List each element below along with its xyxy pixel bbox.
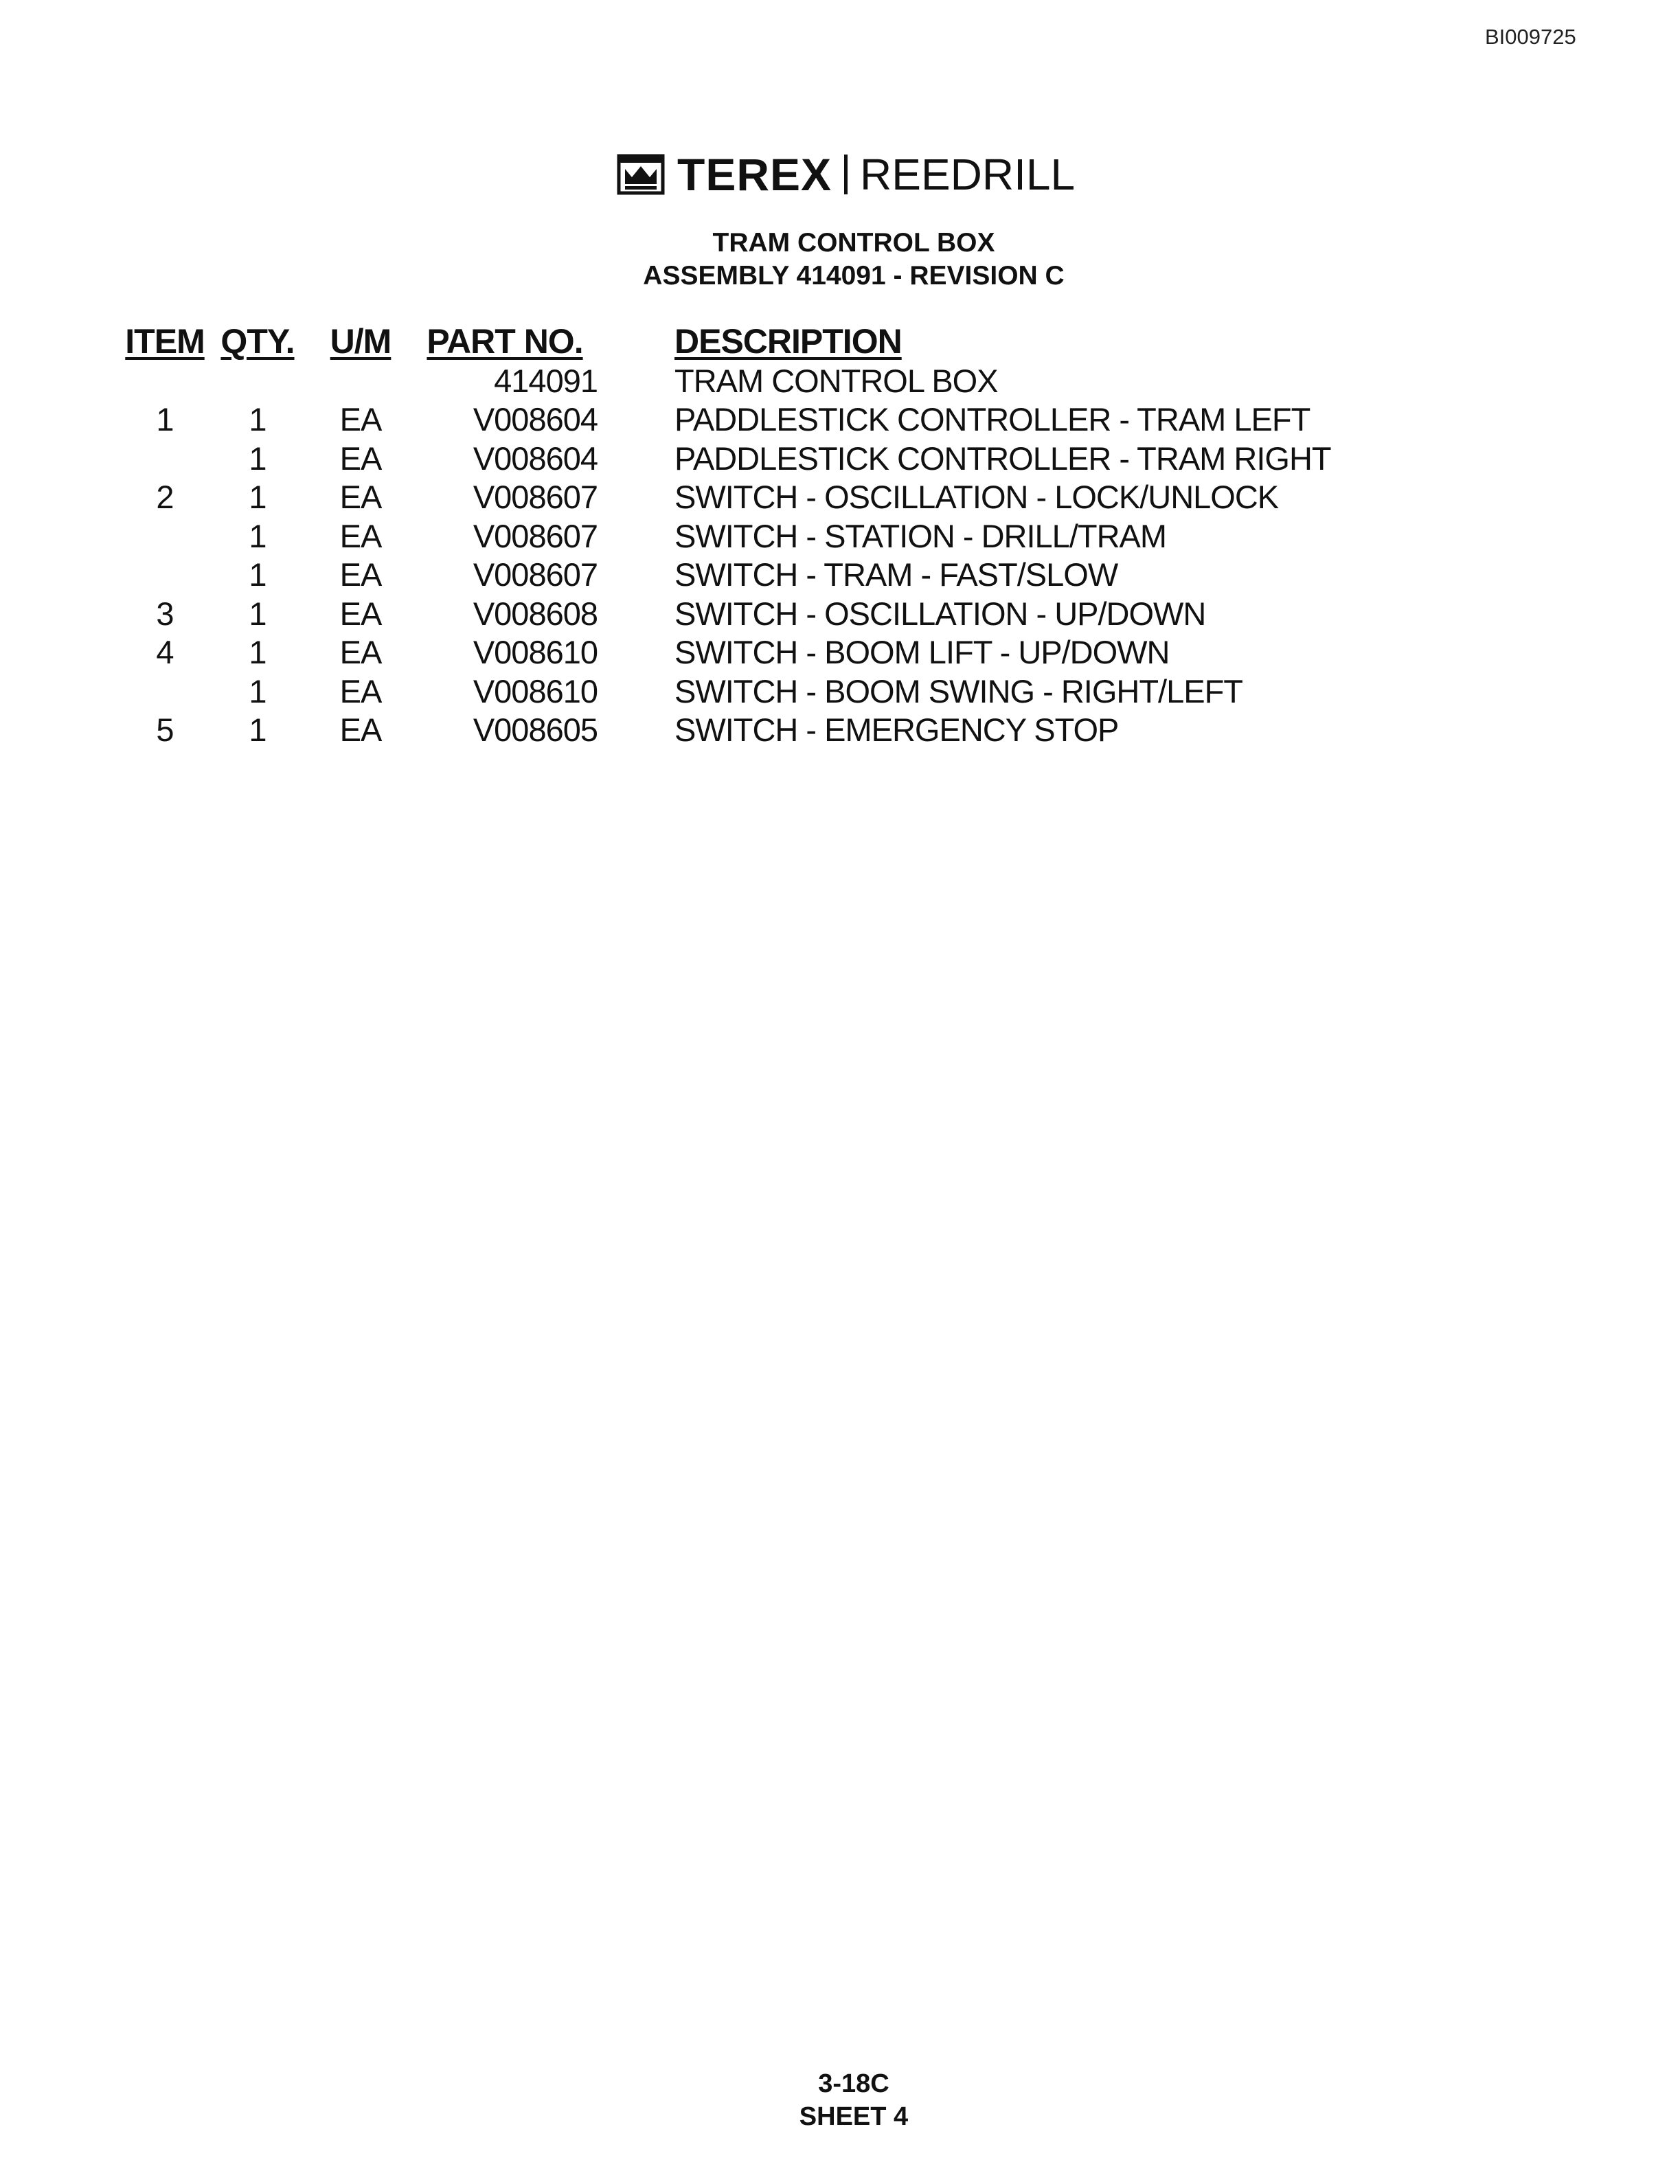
table-row (124, 516, 1331, 556)
cell-item: 2 (156, 479, 174, 516)
table-row (124, 594, 1331, 633)
cell-part-no: 414091 (494, 362, 598, 399)
table-header-row (124, 316, 1331, 361)
cell-um: EA (339, 401, 382, 438)
cell-item: 5 (156, 712, 174, 749)
cell-qty: 1 (249, 517, 266, 554)
cell-part-no: V008607 (473, 517, 598, 554)
cell-um: EA (339, 634, 382, 671)
cell-item (124, 516, 206, 556)
header-gap (598, 316, 674, 361)
cell-item (124, 556, 206, 595)
cell-description: SWITCH - BOOM LIFT - UP/DOWN (674, 634, 1170, 671)
cell-description: PADDLESTICK CONTROLLER - TRAM LEFT (674, 401, 1310, 438)
logo-brand-text: TEREX (677, 149, 832, 200)
cell-qty: 1 (249, 712, 266, 749)
title-line-1: TRAM CONTROL BOX (712, 228, 995, 258)
cell-um: EA (339, 556, 382, 593)
logo-divider (844, 155, 848, 194)
page-number: 3-18C (818, 2069, 889, 2098)
cell-description: SWITCH - BOOM SWING - RIGHT/LEFT (674, 672, 1243, 709)
cell-qty: 1 (249, 556, 266, 593)
cell-part-no: V008604 (473, 440, 598, 477)
header-qty: QTY. (220, 322, 295, 361)
table-row (124, 633, 1331, 672)
cell-um: EA (339, 672, 382, 709)
cell-qty: 1 (249, 440, 266, 477)
cell-description: SWITCH - OSCILLATION - LOCK/UNLOCK (674, 479, 1279, 516)
cell-item (124, 672, 206, 711)
header-item: ITEM (125, 322, 205, 361)
cell-qty: 1 (249, 479, 266, 516)
cell-description: SWITCH - TRAM - FAST/SLOW (674, 556, 1118, 593)
terex-crown-emblem-icon (617, 154, 665, 195)
table-row (124, 711, 1331, 750)
sheet-number: SHEET 4 (799, 2102, 909, 2131)
cell-part-no: V008604 (473, 401, 598, 438)
cell-item: 4 (156, 634, 174, 671)
cell-item: 1 (156, 401, 174, 438)
cell-part-no: V008610 (473, 672, 598, 709)
cell-um: EA (339, 712, 382, 749)
cell-description: SWITCH - EMERGENCY STOP (674, 712, 1119, 749)
cell-part-no: V008608 (473, 595, 598, 632)
cell-um: EA (339, 517, 382, 554)
table-row (124, 439, 1331, 478)
parts-list-table (124, 316, 1331, 749)
cell-qty: 1 (249, 672, 266, 709)
cell-item (124, 361, 206, 400)
cell-part-no: V008607 (473, 556, 598, 593)
header-part-no: PART NO. (427, 322, 583, 361)
cell-qty: 1 (249, 634, 266, 671)
cell-qty (206, 361, 309, 400)
page-footer (0, 2067, 1680, 2133)
table-row (124, 672, 1331, 711)
title-line-2: ASSEMBLY 414091 - REVISION C (643, 261, 1065, 291)
cell-qty: 1 (249, 595, 266, 632)
cell-description: SWITCH - STATION - DRILL/TRAM (674, 517, 1167, 554)
cell-description: SWITCH - OSCILLATION - UP/DOWN (674, 595, 1206, 632)
table-row (124, 400, 1331, 440)
document-id: BI009725 (1485, 25, 1576, 49)
header-um: U/M (330, 322, 391, 361)
cell-qty: 1 (249, 401, 266, 438)
cell-um: EA (339, 479, 382, 516)
document-title (0, 227, 1680, 293)
cell-um: EA (339, 595, 382, 632)
cell-um: EA (339, 440, 382, 477)
cell-item (124, 439, 206, 478)
terex-reedrill-logo (617, 150, 1075, 199)
cell-part-no: V008607 (473, 479, 598, 516)
cell-um (309, 361, 412, 400)
logo-sub-text: REEDRILL (860, 150, 1076, 199)
table-row (124, 556, 1331, 595)
table-row (124, 478, 1331, 517)
cell-part-no: V008610 (473, 634, 598, 671)
cell-item: 3 (156, 595, 174, 632)
cell-part-no: V008605 (473, 712, 598, 749)
cell-description: PADDLESTICK CONTROLLER - TRAM RIGHT (674, 440, 1331, 477)
header-description: DESCRIPTION (674, 322, 902, 361)
table-row (124, 361, 1331, 400)
cell-description: TRAM CONTROL BOX (674, 362, 998, 399)
